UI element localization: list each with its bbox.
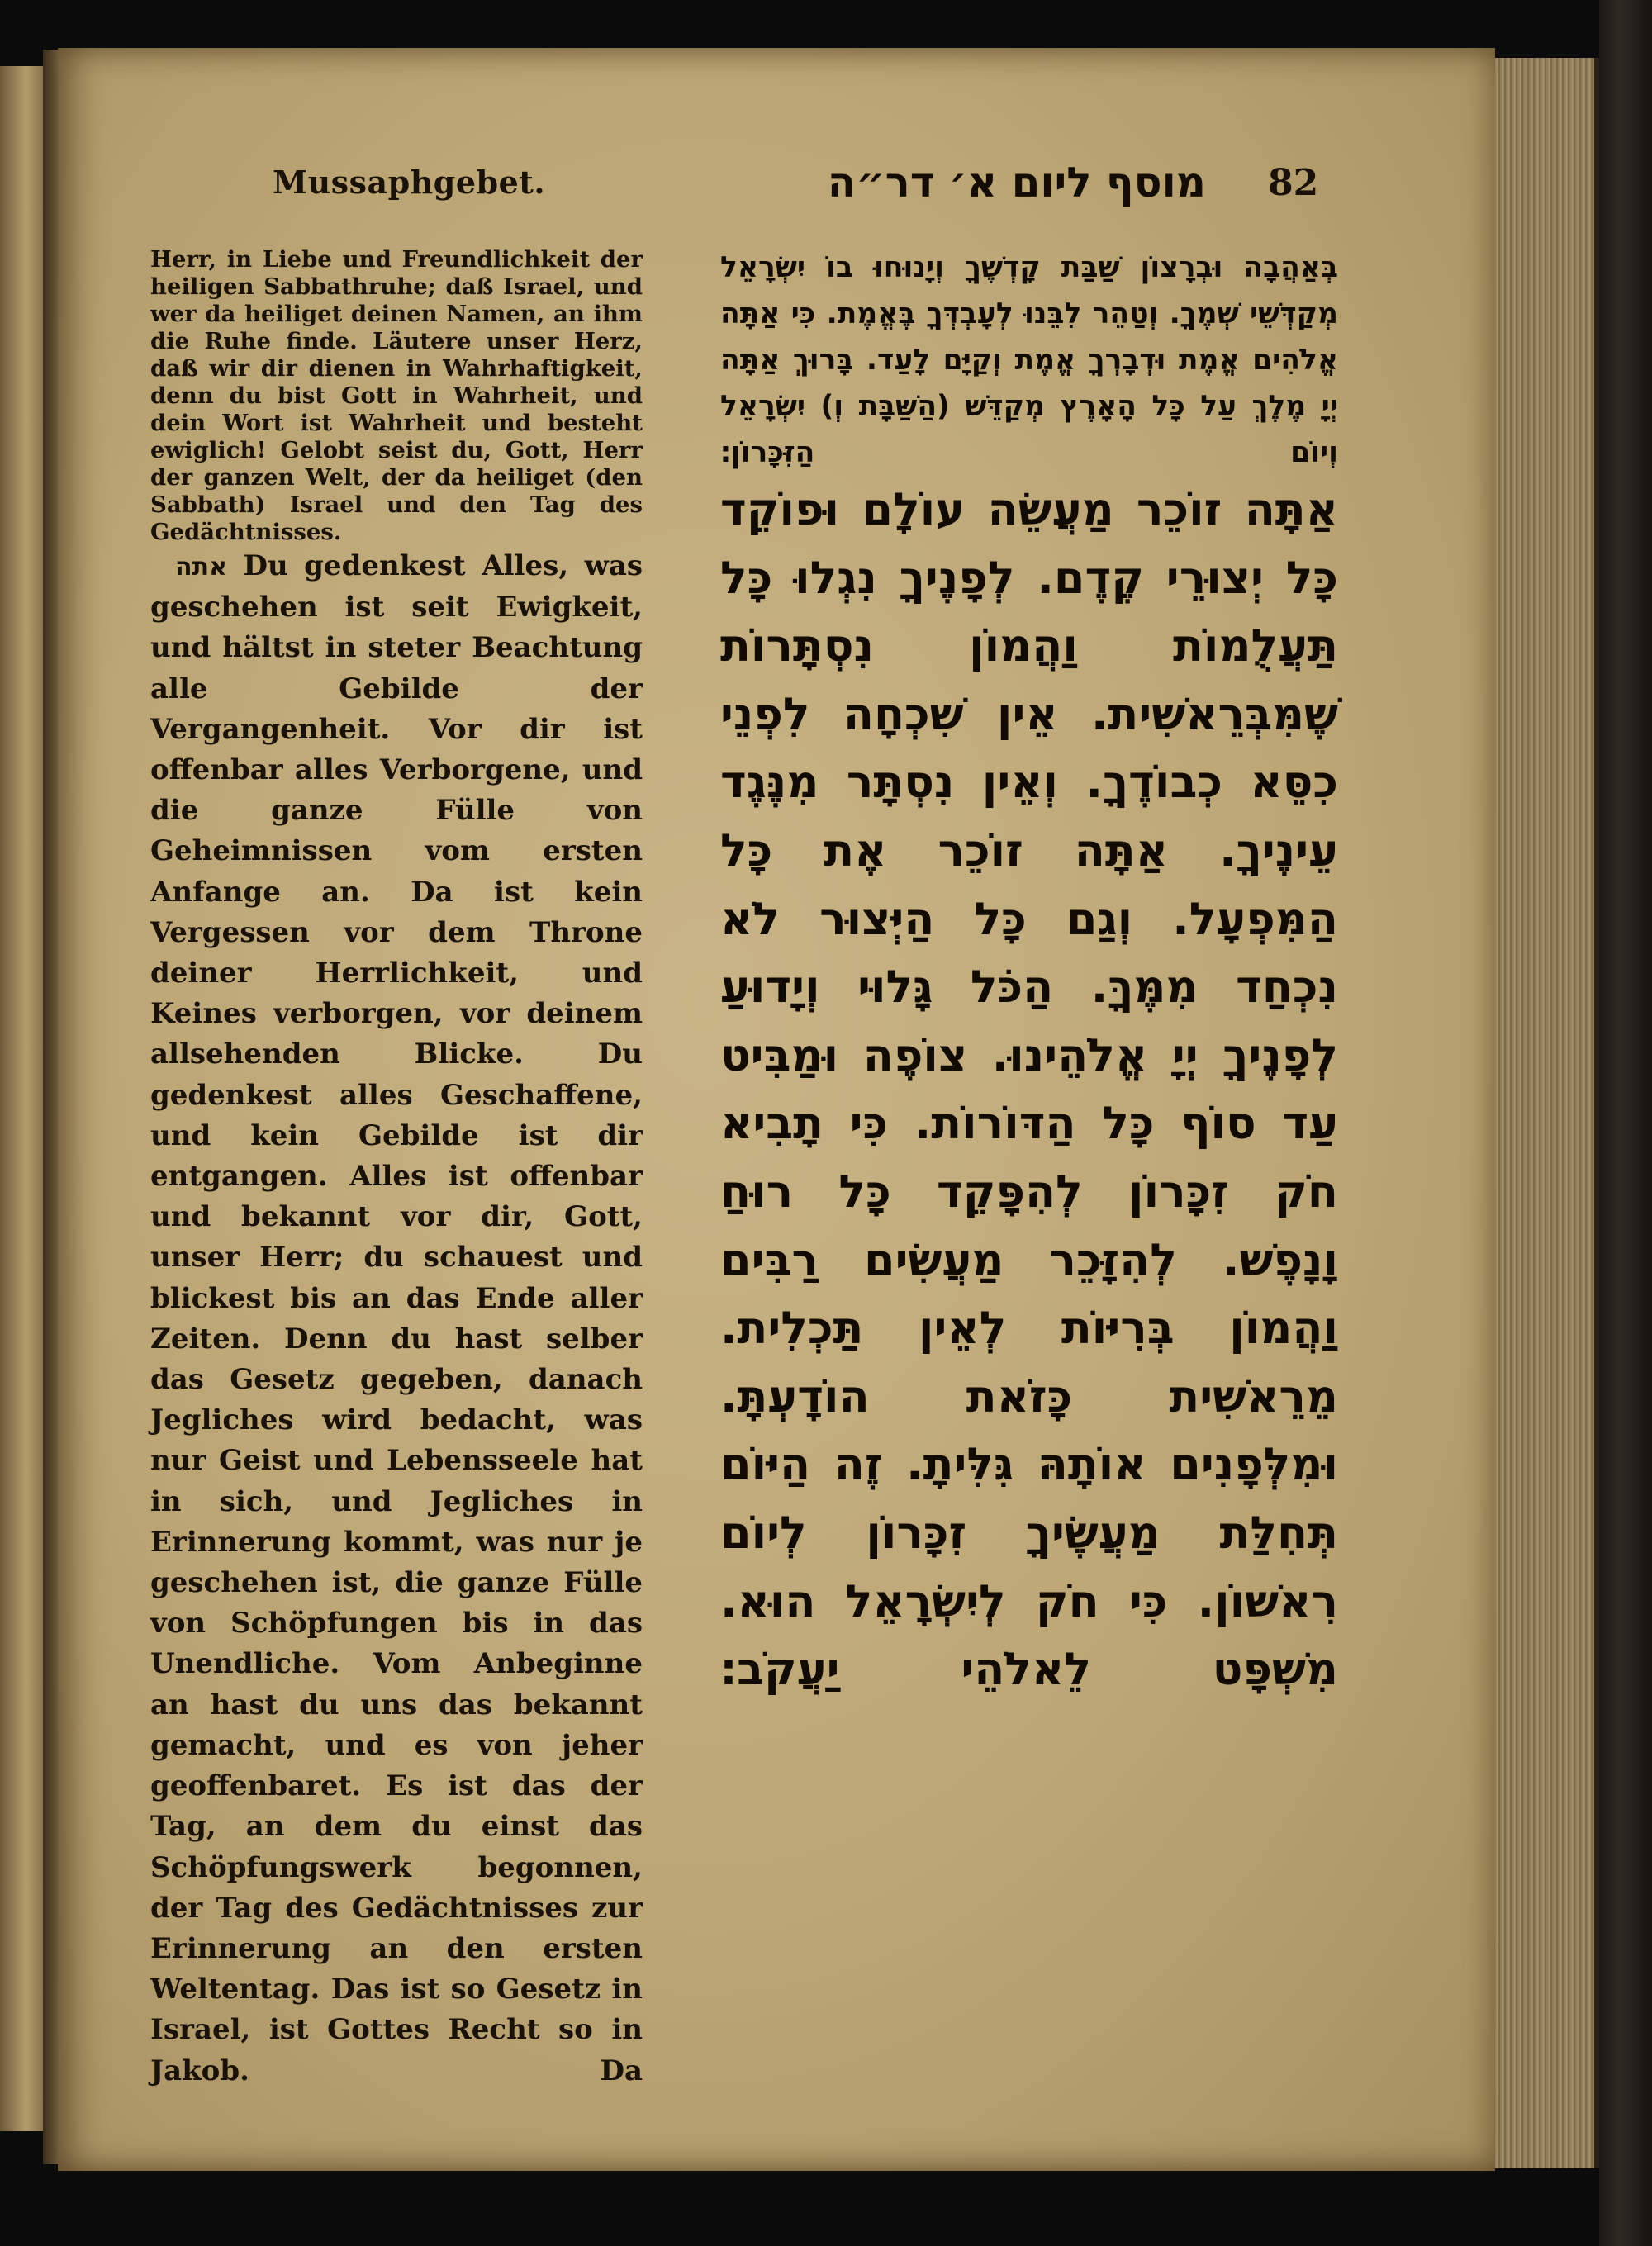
german-upper-paragraph: Herr, in Liebe und Freundlichkeit der heiligen Sabbathruhe; daß Israel, und wer da heiliget deinen Namen, an ihm die Ruhe finde. Läutere unser Herz, daß wir dir dienen in Wahrhaftigkeit, denn du bist Gott in Wahrheit, und dein Wort ist Wahrheit und besteht ewiglich! Gelobt seist du, Gott, Herr der ganzen Welt, der da heiliget (den Sabbath) Israel und den Tag des Gedächtnisses. [150,246,643,545]
facing-page-edge [0,66,43,2131]
hebrew-main-paragraph: אַתָּה זוֹכֵר מַעֲשֵׂה עוֹלָם וּפוֹקֵד כָּל יְצוּרֵי קֶדֶם. לְפָנֶיךָ נִגְלוּ כָּל תַּעֲלֻמוֹת וַהֲמוֹן נִסְתָּרוֹת שֶׁמִּבְּרֵאשִׁית. אֵין שִׁכְחָה לִפְנֵי כִסֵּא כְבוֹדֶךָ. וְאֵין נִסְתָּר מִנֶּגֶד עֵינֶיךָ. אַתָּה זוֹכֵר אֶת כָּל הַמִּפְעָל. וְגַם כָּל הַיְּצוּר לֹא נִכְחַד מִמֶּךָּ. הַכֹּל גָּלוּי וְיָדוּעַ לְפָנֶיךָ יְיָ אֱלֹהֵינוּ. צוֹפֶה וּמַבִּיט עַד סוֹף כָּל הַדּוֹרוֹת. כִּי תָבִיא חֹק זִכָּרוֹן לְהִפָּקֵד כָּל רוּחַ וָנָפֶשׁ. לְהִזָּכֵר מַעֲשִׂים רַבִּים וַהֲמוֹן בְּרִיּוֹת לְאֵין תַּכְלִית. מֵרֵאשִׁית כָּזֹאת הוֹדָעְתָּ. וּמִלְּפָנִים אוֹתָהּ גִּלִּיתָ. זֶה הַיּוֹם תְּחִלַּת מַעֲשֶׂיךָ זִכָּרוֹן לְיוֹם רִאשׁוֹן. כִּי חֹק לְיִשְׂרָאֵל הוּא. מִשְׁפָּט לֵאלֹהֵי יַעֲקֹב׃ [720,483,1338,1696]
german-column [150,246,643,2092]
page-number: 82 [1268,162,1319,204]
page-edges [1495,58,1599,2168]
hebrew-cue-word: אתה [175,553,227,582]
hebrew-column [720,245,1338,1704]
book-gutter [43,50,58,2164]
running-header-hebrew: מוסף ליום א׳ דר״ה [827,159,1206,207]
hebrew-upper-paragraph: בְּאַהֲבָה וּבְרָצוֹן שַׁבַּת קָדְשֶׁךָ וְיָנוּחוּ בוֹ יִשְׂרָאֵל מְקַדְּשֵׁי שְׁמֶךָ. וְטַהֵר לִבֵּנוּ לְעָבְדְּךָ בֶּאֱמֶת. כִּי אַתָּה אֱלֹהִים אֱמֶת וּדְבָרְךָ אֱמֶת וְקַיָּם לָעַד. בָּרוּךְ אַתָּה יְיָ מֶלֶךְ עַל כָּל הָאָרֶץ מְקַדֵּשׁ (הַשַּׁבָּת וְ) יִשְׂרָאֵל וְיוֹם הַזִּכָּרוֹן׃ [720,251,1338,469]
book-cover [1599,0,1652,2246]
german-main-text: Du gedenkest Alles, was geschehen ist seit Ewigkeit, und hältst in steter Beachtung alle Gebilde der Vergangenheit. Vor dir ist offenbar alles Verborgene, und die ganze Fülle von Geheimnissen vom ersten Anfange an. Da ist kein Vergessen vor dem Throne deiner Herrlichkeit, und Keines verborgen, vor deinem allsehenden Blicke. Du gedenkest alles Geschaffene, und kein Gebilde ist dir entgangen. Alles ist offenbar und bekannt vor dir, Gott, unser Herr; du schauest und blickest bis an das Ende aller Zeiten. Denn du hast selber das Gesetz gegeben, danach Jegliches wird bedacht, was nur Geist und Lebensseele hat in sich, und Jegliches in Erinnerung kommt, was nur je geschehen ist, die ganze Fülle von Schöpfungen bis in das Unendliche. Vom Anbeginne an hast du uns das bekannt gemacht, und es von jeher geoffenbaret. Es ist das der Tag, an dem du einst das Schöpfungswerk begonnen, der Tag des Gedächtnisses zur Erinnerung an den ersten Weltentag. Das ist so Gesetz in Israel, ist Gottes Recht so in Jakob. Da [150,549,643,2087]
german-main-paragraph [150,546,643,2092]
running-header-german: Mussaphgebet. [273,164,546,201]
